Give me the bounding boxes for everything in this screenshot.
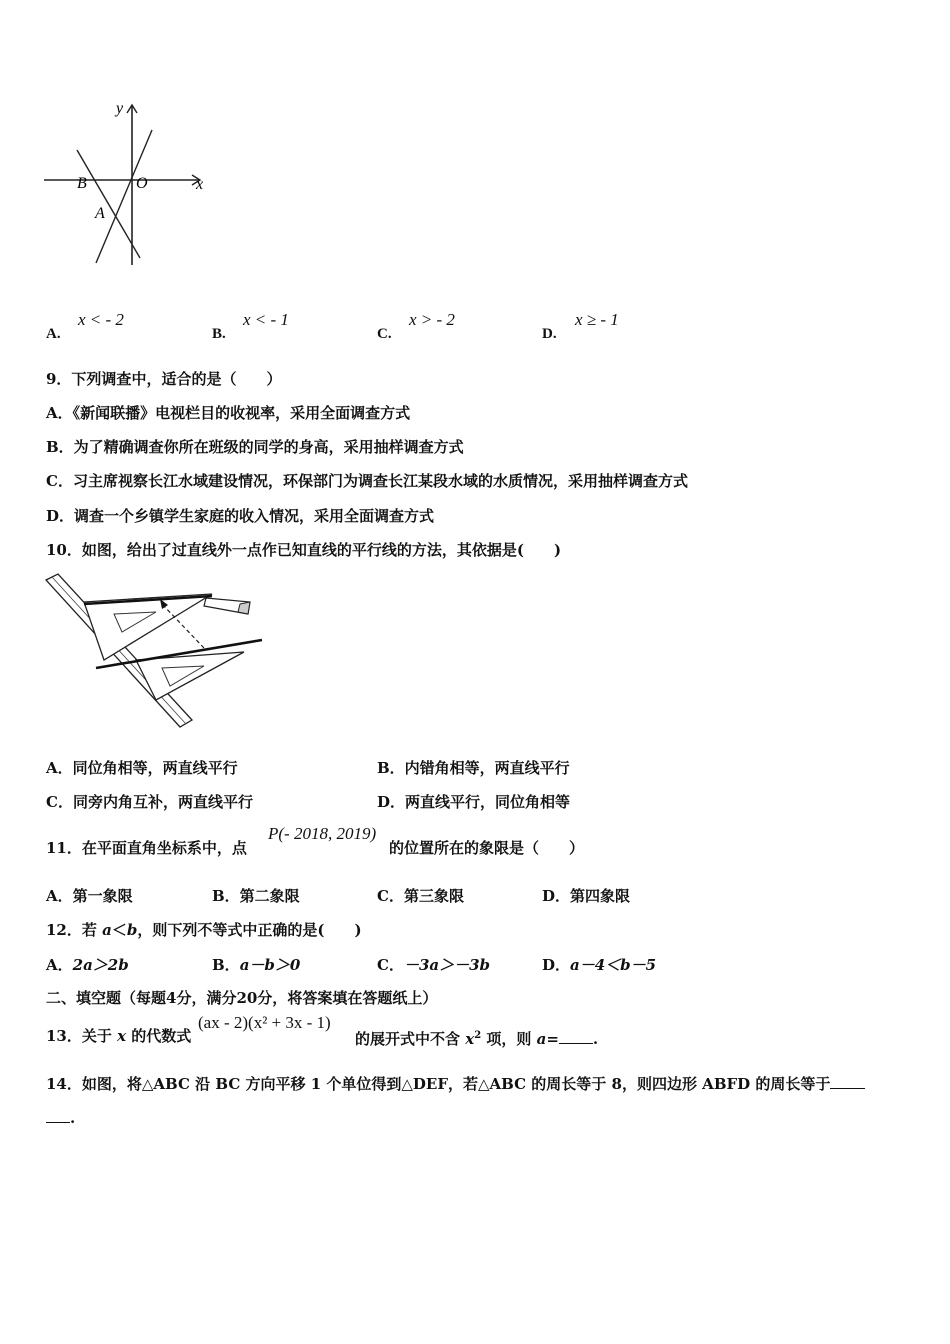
q14-answer-blank-1[interactable] [830,1074,865,1089]
q14-line1: 14．如图，将△ABC 沿 BC 方向平移 1 个单位得到△DEF，若△ABC 的周长等于 8，则四边形 ABFD 的周长等于 [46,1075,831,1093]
q9-option-a: A．《新闻联播》电视栏目的收视率，采用全面调查方式 [46,404,411,422]
q9-option-c: C．习主席视察长江水域建设情况，环保部门为调查长江某段水域的水质情况，采用抽样调查方式 [46,472,688,490]
q9-option-b: B．为了精确调查你所在班级的同学的身高，采用抽样调查方式 [46,438,464,456]
q11-point: P(- 2018, 2019) [268,824,377,843]
q14-continuation [46,1108,75,1128]
q12-option-b [212,955,300,975]
q12-option-d [542,955,656,975]
q13-prefix: 13．关于 [46,1027,118,1045]
q12-option-d-label: D． [542,956,571,974]
y-axis-label: y [116,100,124,117]
q13-after2: 项，则 [481,1030,537,1048]
q12-suffix: ，则下列不等式中正确的是( ) [137,921,362,939]
q8-option-a-label: A. [46,326,61,342]
q11-option-b: B．第二象限 [212,887,300,905]
q12-option-a [46,955,129,975]
q8-option-d-math: x ≥ - 1 [575,310,619,329]
pencil-cap [238,602,250,614]
coordinate-figure [40,95,220,270]
q11-option-c: C．第三象限 [377,887,464,905]
q13-after1: 的展开式中不含 [355,1030,466,1048]
q10-option-d: D．两直线平行，同位角相等 [377,793,571,811]
q14-answer-blank-2[interactable] [46,1108,70,1123]
q11-option-a: A．第一象限 [46,887,133,905]
q9-stem: 9．下列调查中，适合的是（ ） [46,370,282,388]
q13-eq: = [546,1030,559,1048]
q10-option-c: C．同旁内角互补，两直线平行 [46,793,253,811]
q12-option-a-label: A． [46,956,73,974]
q8-option-a-math: x < - 2 [78,310,124,329]
q8-option-b-label: B. [212,326,226,342]
q10-option-b: B．内错角相等，两直线平行 [377,759,570,777]
q12-var-a: a [102,921,112,939]
q13-sup: 2 [474,1030,482,1041]
q13-stem-after [355,1026,598,1049]
q13-stem-before [46,1026,191,1046]
q14-stem [46,1074,865,1094]
q14-end: . [70,1109,76,1127]
point-b-label: B [77,175,87,192]
q11-option-d: D．第四象限 [542,887,631,905]
q12-option-a-expr: 2a＞2b [72,956,129,974]
q13-var-a: a [536,1030,547,1048]
line-1 [77,150,140,258]
q12-option-c-label: C． [377,956,404,974]
q12-lt: ＜ [111,921,127,939]
q11-stem-after: 的位置所在的象限是（ ） [389,839,585,857]
q13-end: . [592,1030,599,1048]
origin-label: O [136,175,148,192]
q10-option-a: A．同位角相等，两直线平行 [46,759,238,777]
q12-option-d-expr: a－4＜b－5 [570,956,657,974]
q13-answer-blank[interactable] [559,1029,593,1044]
q13-mid: 的代数式 [126,1027,192,1045]
q12-var-b: b [126,921,138,939]
q8-option-b-math: x < - 1 [243,310,289,329]
q13-x2: x [465,1030,475,1048]
q12-option-c-expr: －3a＞－3b [403,956,491,974]
q12-prefix: 12．若 [46,921,103,939]
q11-stem-before: 11．在平面直角坐标系中，点 [46,839,247,857]
parallel-ruler-figure [44,572,269,732]
q12-option-b-label: B． [212,956,240,974]
q8-option-c-label: C. [377,326,392,342]
q8-option-c-math: x > - 2 [409,310,455,329]
q13-expression: (ax - 2)(x² + 3x - 1) [198,1013,331,1032]
q12-stem [46,920,362,940]
x-axis-label: x [196,176,204,193]
q8-option-d-label: D. [542,326,557,342]
q9-option-d: D．调查一个乡镇学生家庭的收入情况，采用全面调查方式 [46,507,435,525]
q10-stem: 10．如图，给出了过直线外一点作已知直线的平行线的方法，其依据是( ) [46,541,562,559]
q12-option-c [377,955,490,975]
q12-option-b-expr: a－b＞0 [239,956,301,974]
section-title: 二、填空题（每题4分，满分20分，将答案填在答题纸上） [46,989,438,1007]
point-a-label: A [95,205,105,222]
q13-var-x: x [117,1027,127,1045]
